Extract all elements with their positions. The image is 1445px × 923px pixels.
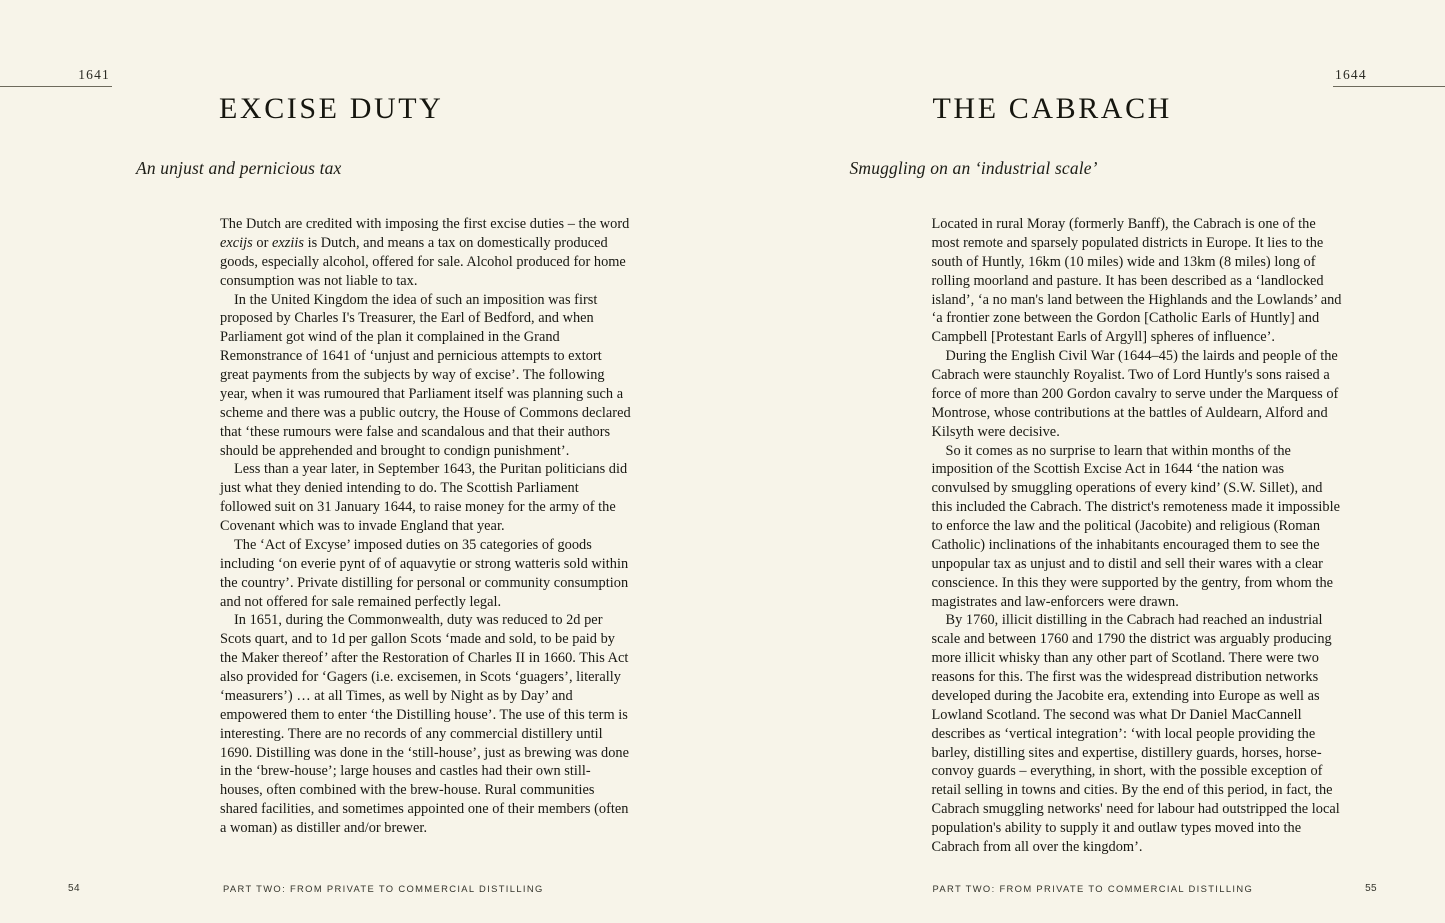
left-standfirst: An unjust and pernicious tax (136, 158, 342, 178)
left-chapter-title: EXCISE DUTY (219, 92, 444, 126)
left-date-rule (0, 86, 112, 87)
paragraph: During the English Civil War (1644–45) the lairds and people of the Cabrach were staunchly Royalist. Two of Lord Huntly's sons raised a force of more than 200 Gordon cavalry to serve under the Marquess of Montrose, whose contributions at the battles of Auldearn, Alford and Kilsyth were decisive. (931, 348, 1339, 440)
right-running-foot: PART TWO: FROM PRIVATE TO COMMERCIAL DISTILLING (932, 883, 1254, 894)
paragraph: In the United Kingdom the idea of such an imposition was first proposed by Charles I's Treasurer, the Earl of Bedford, and when Parliament got wind of the plan it complained in the Grand Remonstrance of 1641 of ‘unjust and pernicious attempts to extort great payments from the subjects by way of excise’. The following year, when it was rumoured that Parliament itself was planning such a scheme and there was a public outcry, the House of Commons declared that ‘these rumours were false and scandalous and that their authors should be apprehended and brought to condign punishment’. (220, 291, 631, 459)
foreign-term: exziis (271, 234, 304, 251)
paragraph: Located in rural Moray (formerly Banff), the Cabrach is one of the most remote and sparsely populated districts in Europe. It lies to the south of Huntly, 16km (10 miles) wide and 13km (8 miles) long of rolling moorland and pasture. It has been described as a ‘landlocked island’, ‘a no man's land between the Highlands and the Lowlands’ and ‘a frontier zone between the Gordon [Catholic Earls of Huntly] and Campbell [Protestant Earls of Argyll] spheres of influence’. (931, 216, 1342, 346)
right-folio: 55 (1365, 883, 1377, 894)
paragraph: By 1760, illicit distilling in the Cabrach had reached an industrial scale and between 1760 and 1790 the district was arguably producing more illicit whisky than any other part of Scotland. There were two reasons for this. The first was the widespread distribution networks developed during the Jacobite era, extending into Europe as well as Lowland Scotland. The second was what Dr Daniel MacCannell describes as ‘vertical integration’: ‘with local people providing the barley, distilling sites and expertise, distillery guards, horses, horse-convoy guards – everything, in short, with the possible exception of retail selling in towns and cities. By the end of this period, in fact, the Cabrach smuggling networks' need for labour had outstripped the local population's ability to supply it and outlaw types moved into the Cabrach from all over the kingdom’. (931, 612, 1340, 855)
paragraph: Less than a year later, in September 1643, the Puritan politicians did just what they denied intending to do. The Scottish Parliament followed suit on 31 January 1644, to raise money for the army of the Covenant which was to invade England that year. (220, 461, 628, 534)
right-date-label: 1644 (1335, 67, 1367, 82)
paragraph: The ‘Act of Excyse’ imposed duties on 35 categories of goods including ‘on everie pynt of of aquavytie or strong watteris sold within the country’. Private distilling for personal or community consumption and not offered for sale remained perfectly legal. (220, 536, 629, 610)
right-footer (723, 883, 1445, 897)
left-date-marker (0, 68, 112, 87)
paragraph: In 1651, during the Commonwealth, duty was reduced to 2d per Scots quart, and to 1d per gallon Scots ‘made and sold, to be paid by the Maker thereof’ after the Restoration of Charles II in 1660. This Act also provided for ‘Gagers (i.e. excisemen, in Scots ‘guagers’, literally ‘measurers’) … at all Times, as well by Night as by Day’ and empowered them to enter ‘the Distilling house’. The use of this term is interesting. There are no records of any commercial distillery until 1690. Distilling was done in the ‘still-house’, just as brewing was done in the ‘brew-house’; large houses and castles had their own still-houses, often combined with the brew-house. Rural communities shared facilities, and sometimes appointed one of their members (often a woman) as distiller and/or brewer. (220, 612, 629, 836)
foreign-term: excijs (220, 234, 253, 251)
left-footer (0, 883, 723, 897)
left-body-column (220, 215, 632, 838)
right-chapter-title: THE CABRACH (932, 92, 1172, 126)
paragraph: The Dutch are credited with imposing the first excise duties – the word excijs or exziis is Dutch, and means a tax on domestically produced goods, especially alcohol, offered for sale. Alcohol produced for home consumption was not liable to tax. (220, 216, 630, 289)
right-body-column (932, 215, 1344, 857)
left-folio: 54 (68, 883, 80, 894)
right-date-marker (1333, 68, 1445, 87)
right-page (723, 0, 1445, 923)
left-running-foot: PART TWO: FROM PRIVATE TO COMMERCIAL DISTILLING (223, 883, 544, 894)
paragraph: So it comes as no surprise to learn that within months of the imposition of the Scottish Excise Act in 1644 ‘the nation was convulsed by smuggling operations of every kind’ (S.W. Sillet), and this included the Cabrach. The district's remoteness made it impossible to enforce the law and the political (Jacobite) and religious (Roman Catholic) inclinations of the inhabitants encouraged them to see the unpopular tax as unjust and to distil and sell their wares with a clear conscience. In this they were supported by the gentry, from whom the magistrates and law-enforcers were drawn. (931, 442, 1340, 610)
left-date-label: 1641 (78, 67, 110, 82)
right-date-rule (1333, 86, 1445, 87)
right-standfirst: Smuggling on an ‘industrial scale’ (849, 158, 1098, 178)
